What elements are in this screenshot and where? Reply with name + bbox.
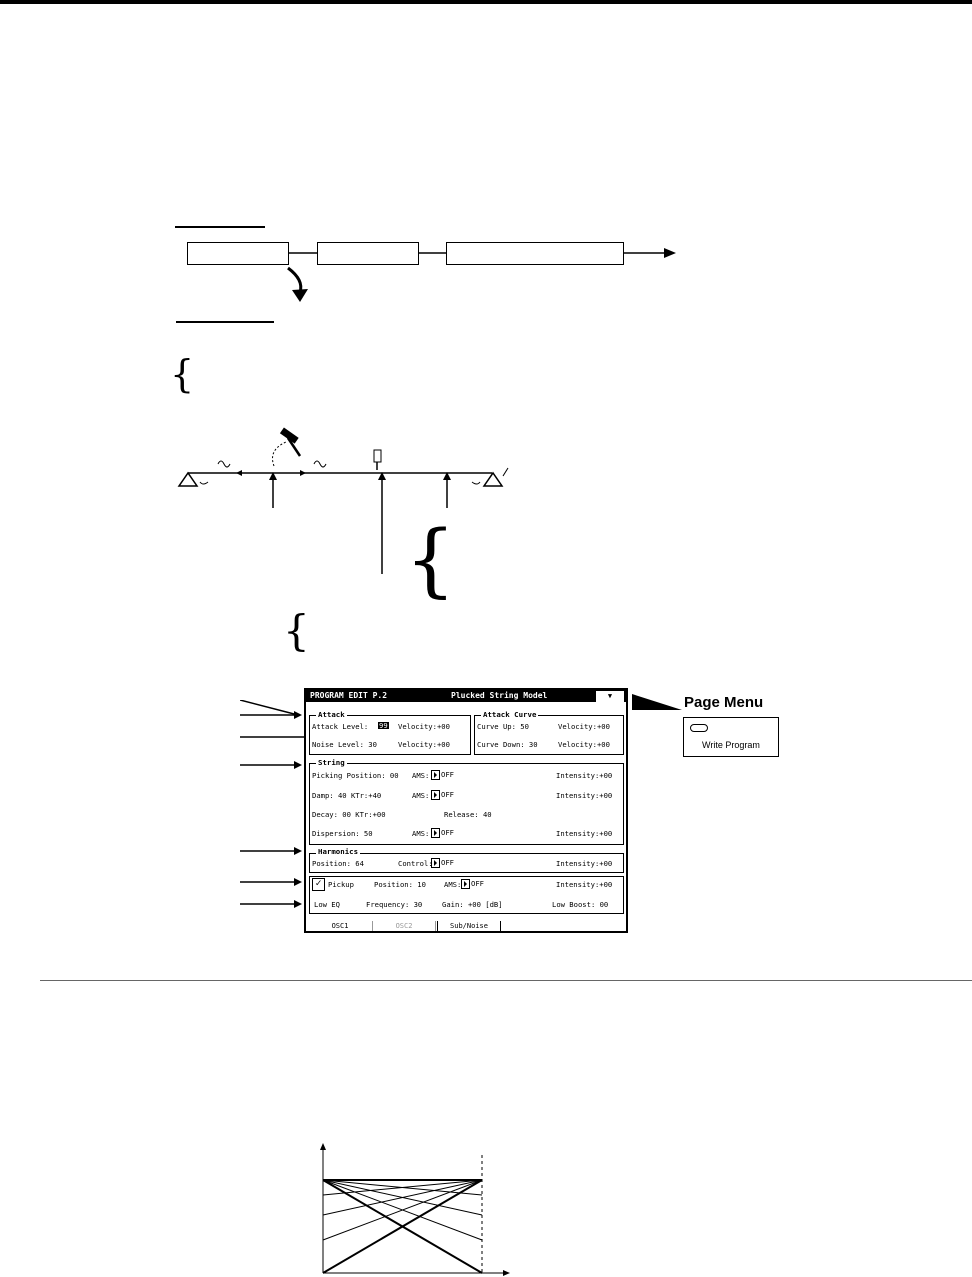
low-eq-label: Low EQ	[314, 900, 340, 909]
tab-sub-noise[interactable]: Sub/Noise	[437, 921, 501, 932]
attack-section	[309, 715, 471, 755]
page-menu-box[interactable]	[683, 717, 779, 757]
attack-level-label: Attack Level:	[312, 722, 369, 731]
pickup-label: Pickup	[328, 880, 354, 889]
picking-position[interactable]: Picking Position: 00	[312, 771, 399, 780]
noise-level[interactable]: Noise Level: 30	[312, 740, 377, 749]
lcd-screen	[304, 688, 628, 933]
string-header: String	[318, 758, 345, 767]
picking-ams-label: AMS:	[412, 771, 430, 780]
lcd-model-name: Plucked String Model	[451, 691, 548, 700]
arrow-right-icon[interactable]	[431, 770, 440, 780]
section-divider	[40, 980, 972, 981]
harmonics-control-label: Control:	[398, 859, 433, 868]
brace-2: {	[405, 513, 456, 606]
damp-intensity[interactable]: Intensity:+00	[556, 791, 613, 800]
low-boost[interactable]: Low Boost: 00	[552, 900, 609, 909]
tab-osc2[interactable]: OSC2	[372, 921, 436, 932]
diagram-heading-line-2	[176, 321, 274, 323]
lcd-page-title: PROGRAM EDIT P.2	[310, 691, 388, 700]
curve-up-velocity[interactable]: Velocity:+00	[558, 722, 610, 731]
attack-header: Attack	[318, 710, 345, 719]
decay[interactable]: Decay: 00 KTr:+00	[312, 810, 386, 819]
attack-curve-header: Attack Curve	[483, 710, 537, 719]
curve-up[interactable]: Curve Up: 50	[477, 722, 529, 731]
release[interactable]: Release: 40	[444, 810, 492, 819]
dispersion-ams[interactable]: OFF	[430, 828, 454, 838]
harmonics-intensity[interactable]: Intensity:+00	[556, 859, 613, 868]
attack-velocity[interactable]: Velocity:+00	[398, 722, 450, 731]
curve-down-velocity[interactable]: Velocity:+00	[558, 740, 610, 749]
pickup-checkbox[interactable]: ✓	[312, 878, 325, 891]
curve-down[interactable]: Curve Down: 30	[477, 740, 538, 749]
attack-level-value[interactable]: 99	[379, 721, 388, 730]
write-program-item[interactable]: Write Program	[702, 740, 760, 750]
attack-curve-graph	[300, 1140, 520, 1277]
dispersion-ams-label: AMS:	[412, 829, 430, 838]
damp-ams-label: AMS:	[412, 791, 430, 800]
arrow-right-icon[interactable]	[461, 879, 470, 889]
attack-curve-section	[474, 715, 624, 755]
dispersion[interactable]: Dispersion: 50	[312, 829, 373, 838]
tab-osc1[interactable]: OSC1	[331, 922, 349, 930]
arrow-right-icon[interactable]	[431, 828, 440, 838]
damp-ams[interactable]: OFF	[430, 790, 454, 800]
pickup-ams-label: AMS:	[444, 880, 462, 889]
page-menu-pointer	[632, 690, 684, 712]
harmonics-position[interactable]: Position: 64	[312, 859, 364, 868]
page-menu-title: Page Menu	[684, 694, 764, 711]
harmonics-control[interactable]: OFF	[430, 858, 454, 868]
block-connectors	[0, 0, 972, 330]
pickup-intensity[interactable]: Intensity:+00	[556, 880, 613, 889]
dispersion-intensity[interactable]: Intensity:+00	[556, 829, 613, 838]
string-model-diagram	[170, 420, 530, 660]
lcd-title-bar	[306, 690, 626, 702]
paperclip-icon	[690, 724, 708, 732]
damp[interactable]: Damp: 40 KTr:+40	[312, 791, 382, 800]
pickup-ams[interactable]: OFF	[460, 879, 484, 889]
page-menu-button[interactable]: ▼	[596, 691, 624, 702]
low-eq-frequency[interactable]: Frequency: 30	[366, 900, 423, 909]
arrow-right-icon[interactable]	[431, 858, 440, 868]
picking-intensity[interactable]: Intensity:+00	[556, 771, 613, 780]
picking-ams[interactable]: OFF	[430, 770, 454, 780]
noise-velocity[interactable]: Velocity:+00	[398, 740, 450, 749]
harmonics-header: Harmonics	[318, 847, 359, 856]
pickup-position[interactable]: Position: 10	[374, 880, 426, 889]
brace-1: {	[170, 352, 195, 396]
brace-3: {	[283, 606, 310, 655]
low-eq-gain[interactable]: Gain: +00 [dB]	[442, 900, 503, 909]
arrow-right-icon[interactable]	[431, 790, 440, 800]
